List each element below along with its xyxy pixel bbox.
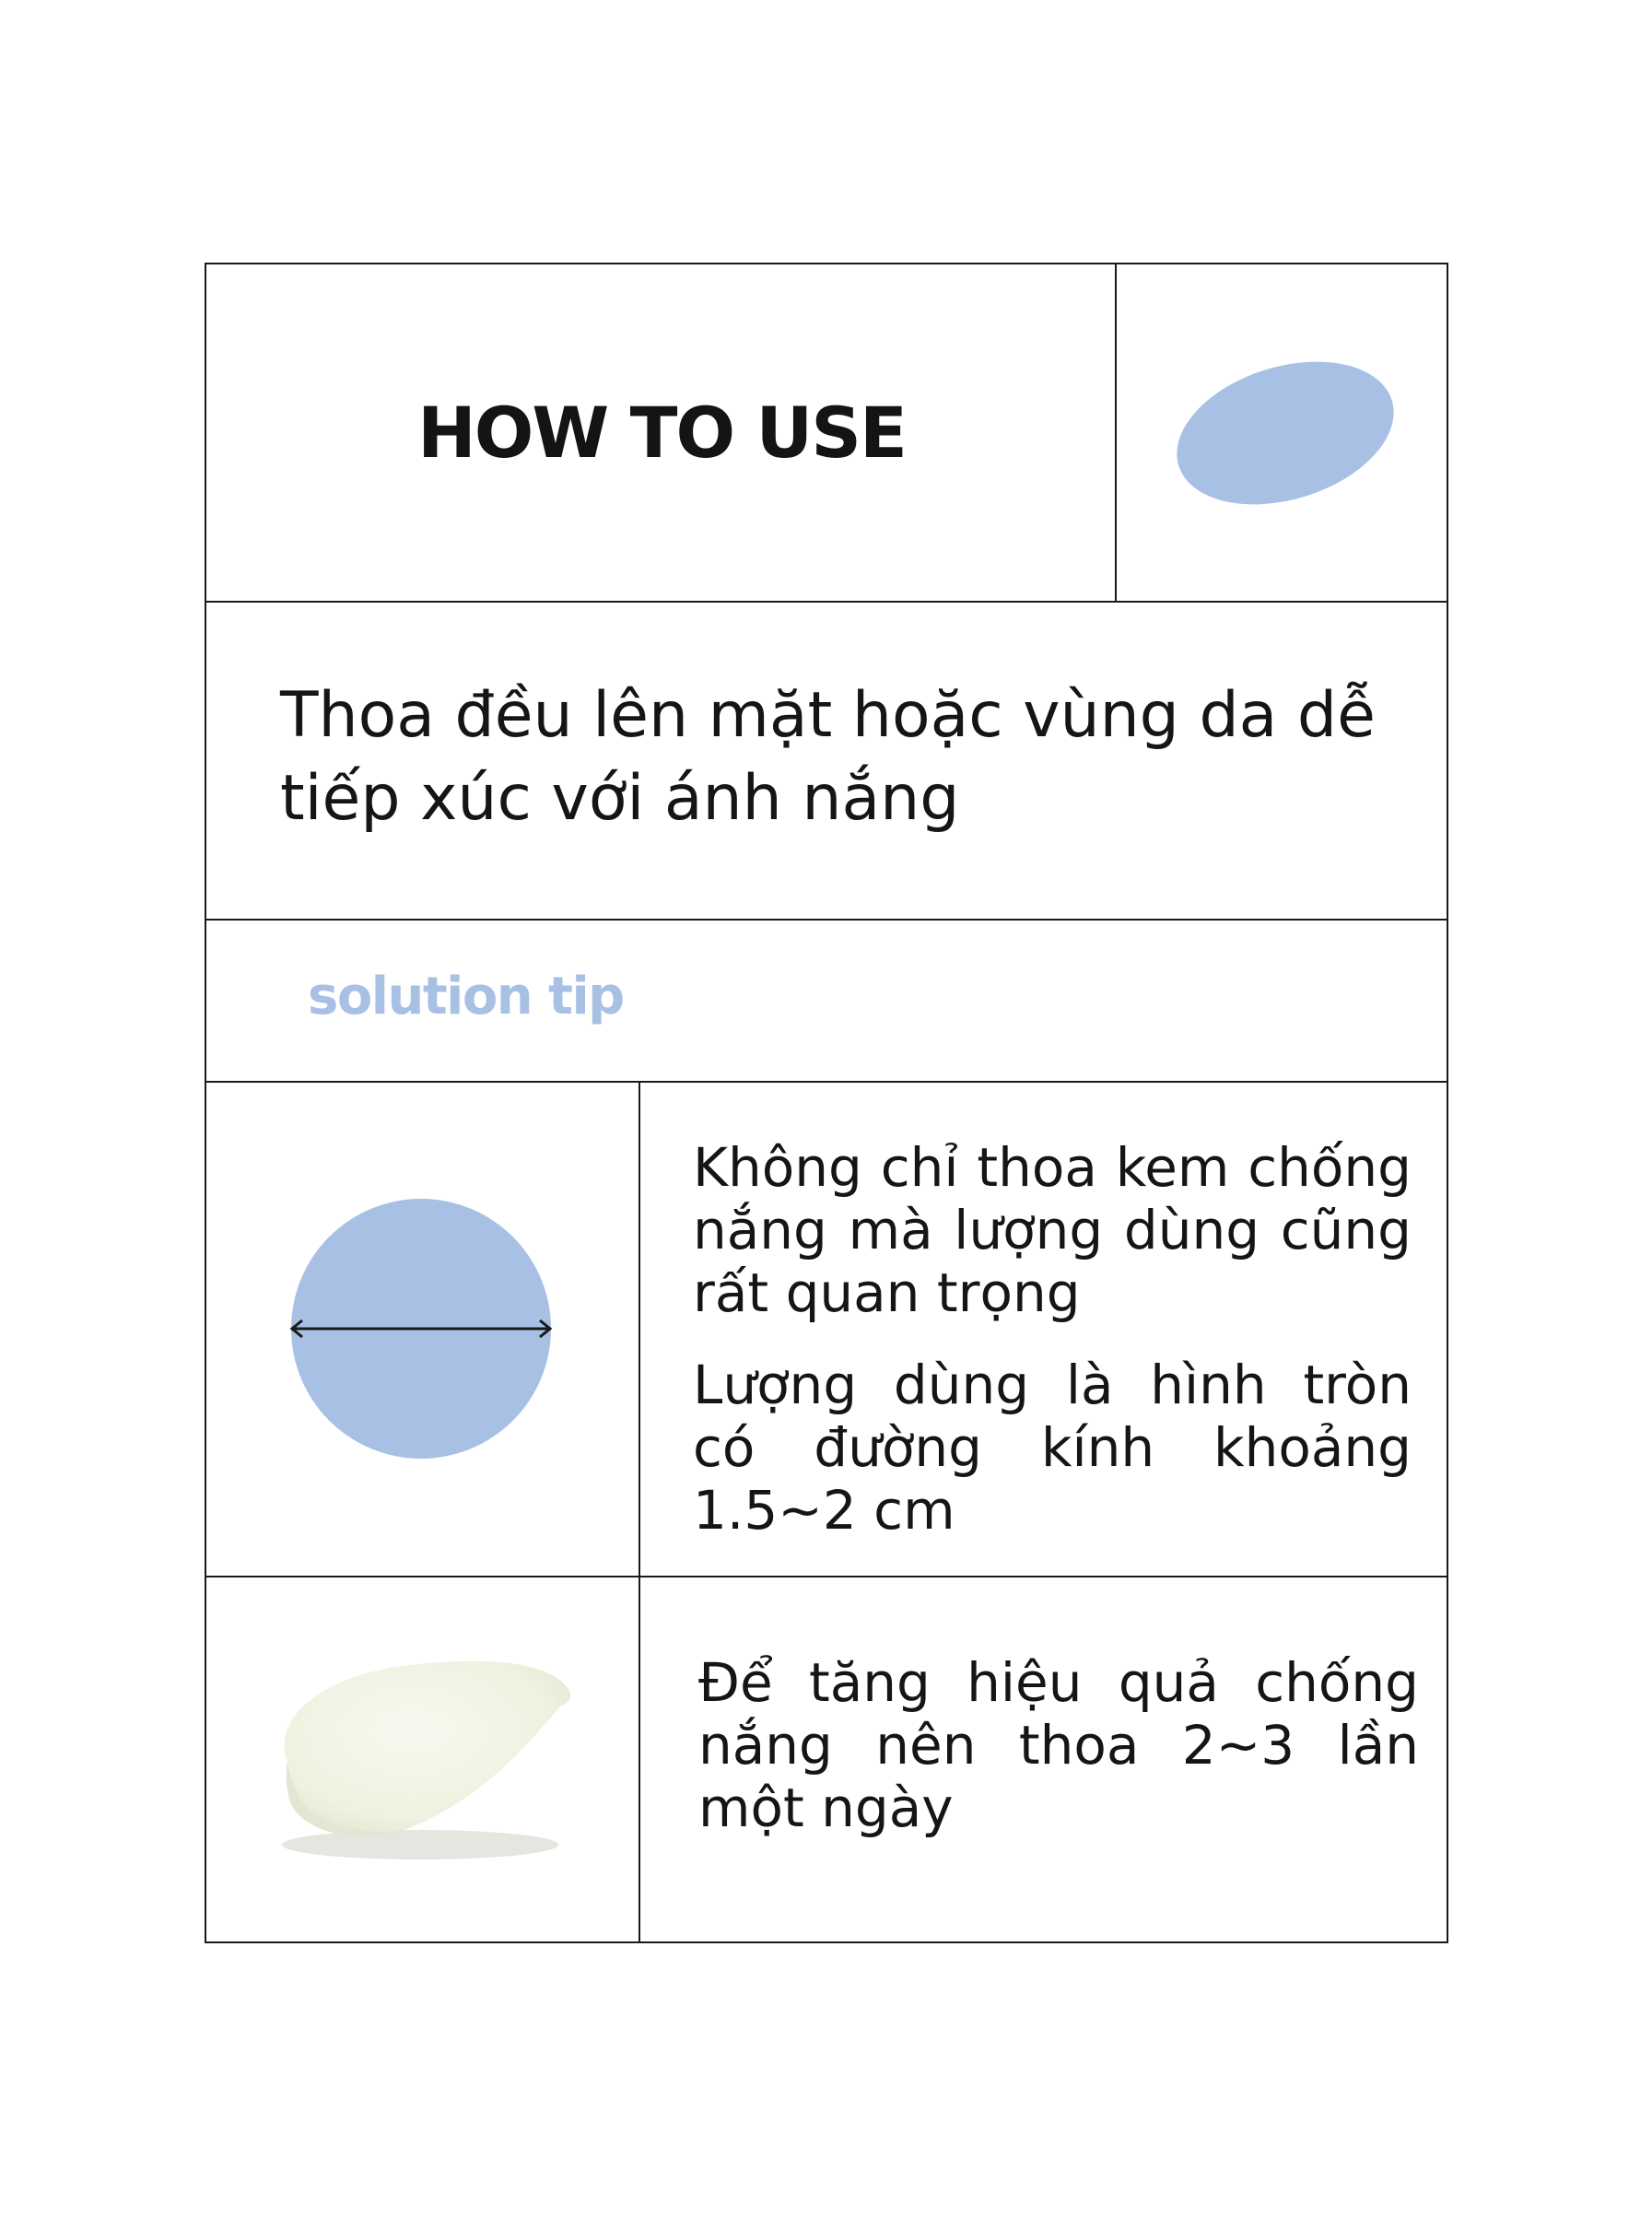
solution-tip-label: solution tip xyxy=(308,967,624,1026)
tip-divider-2 xyxy=(639,1577,640,1943)
tip-text-amount-size: Lượng dùng là hình tròn có đường kính khoảng 1.5~2 cm xyxy=(693,1354,1412,1542)
header-row xyxy=(206,264,1447,603)
tip-text-amount-importance: Không chỉ thoa kem chống nắng mà lượng dùng cũng rất quan trọng xyxy=(693,1136,1412,1324)
cream-swatch-icon xyxy=(206,1577,639,1943)
page-title: HOW TO USE xyxy=(417,392,906,474)
instruction-row xyxy=(206,603,1447,921)
tip-row-amount xyxy=(206,1083,1447,1577)
tip-row-frequency xyxy=(206,1577,1447,1943)
blue-oval-icon xyxy=(1119,264,1448,601)
blue-circle-diameter-icon xyxy=(206,1083,639,1576)
tip-text-frequency: Để tăng hiệu quả chống nắng nên thoa 2~3 lần một ngày xyxy=(698,1651,1419,1839)
how-to-use-card xyxy=(205,263,1448,1943)
solution-tip-row xyxy=(206,921,1447,1083)
tip-divider-1 xyxy=(639,1083,640,1576)
instruction-text: Thoa đều lên mặt hoặc vùng da dễ tiếp xúc với ánh nắng xyxy=(280,679,1376,835)
header-divider xyxy=(1115,264,1117,601)
